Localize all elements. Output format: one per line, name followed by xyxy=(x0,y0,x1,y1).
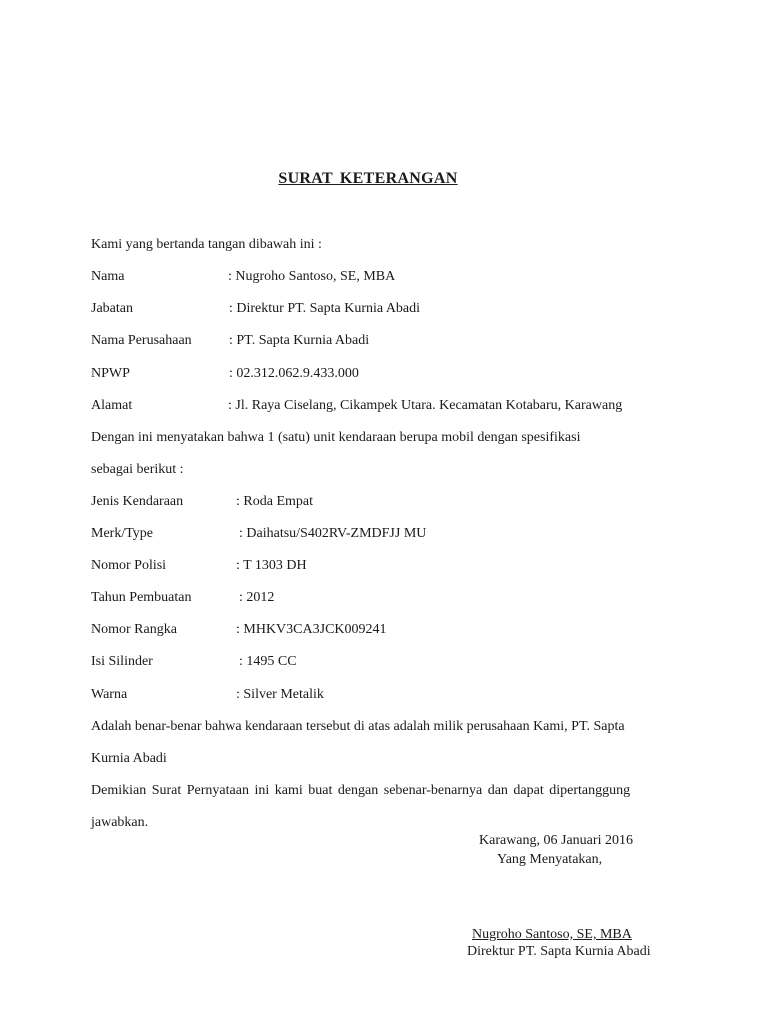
field-alamat xyxy=(91,397,623,415)
field-value: : Direktur PT. Sapta Kurnia Abadi xyxy=(229,301,421,316)
field-label: Nomor Rangka xyxy=(91,622,177,637)
field-nama xyxy=(91,268,396,286)
field-value: : 02.312.062.9.433.000 xyxy=(229,366,359,381)
field-nomor-rangka xyxy=(91,621,387,639)
field-merk-type xyxy=(91,525,427,543)
closing-line-1: Demikian Surat Pernyataan ini kami buat dengan sebenar-benarnya dan dapat dipertanggung xyxy=(91,783,631,798)
field-nama-perusahaan xyxy=(91,332,370,350)
field-label: NPWP xyxy=(91,366,130,381)
signer-name: Nugroho Santoso, SE, MBA xyxy=(472,927,632,942)
signer-position: Direktur PT. Sapta Kurnia Abadi xyxy=(467,944,651,959)
field-jabatan xyxy=(91,300,421,318)
field-label: Jenis Kendaraan xyxy=(91,494,184,509)
field-label: Alamat xyxy=(91,398,133,413)
field-value: : Daihatsu/S402RV-ZMDFJJ MU xyxy=(239,526,427,541)
field-warna xyxy=(91,686,324,704)
field-value: : MHKV3CA3JCK009241 xyxy=(236,622,387,637)
field-value: : 2012 xyxy=(239,590,275,605)
field-value: : T 1303 DH xyxy=(236,558,307,573)
place-date: Karawang, 06 Januari 2016 xyxy=(479,833,633,848)
field-label: Isi Silinder xyxy=(91,654,153,669)
closing-line-2: jawabkan. xyxy=(91,815,149,830)
field-label: Nama Perusahaan xyxy=(91,333,192,348)
ownership-line-1: Adalah benar-benar bahwa kendaraan tersebut di atas adalah milik perusahaan Kami, PT. Sapta xyxy=(91,719,625,734)
statement-line-2: sebagai berikut : xyxy=(91,462,184,477)
field-value: : Silver Metalik xyxy=(236,687,324,702)
field-nomor-polisi xyxy=(91,557,307,575)
field-value: : PT. Sapta Kurnia Abadi xyxy=(229,333,370,348)
intro-text: Kami yang bertanda tangan dibawah ini : xyxy=(91,237,322,252)
field-npwp xyxy=(91,365,359,383)
field-label: Warna xyxy=(91,687,128,702)
field-label: Nama xyxy=(91,269,125,284)
statement-line-1: Dengan ini menyatakan bahwa 1 (satu) unit kendaraan berupa mobil dengan spesifikasi xyxy=(91,430,581,445)
field-label: Tahun Pembuatan xyxy=(91,590,192,605)
field-label: Merk/Type xyxy=(91,526,154,541)
field-value: : Roda Empat xyxy=(236,494,313,509)
declarant-label: Yang Menyatakan, xyxy=(497,852,603,867)
field-value: : Nugroho Santoso, SE, MBA xyxy=(228,269,396,284)
field-value: : Jl. Raya Ciselang, Cikampek Utara. Kecamatan Kotabaru, Karawang xyxy=(228,398,623,413)
field-value: : 1495 CC xyxy=(239,654,297,669)
field-label: Jabatan xyxy=(91,301,133,316)
letter-title: SURAT KETERANGAN xyxy=(278,170,458,187)
ownership-line-2: Kurnia Abadi xyxy=(91,751,167,766)
field-label: Nomor Polisi xyxy=(91,558,167,573)
field-tahun-pembuatan xyxy=(91,589,275,607)
field-jenis-kendaraan xyxy=(91,493,313,511)
field-isi-silinder xyxy=(91,653,297,671)
